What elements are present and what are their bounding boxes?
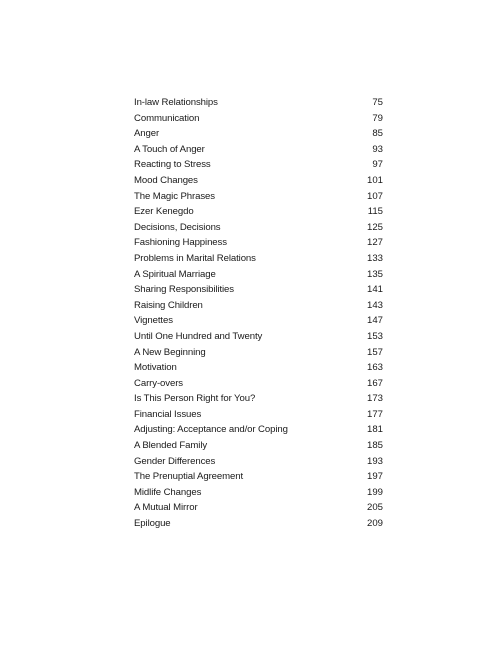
toc-entry <box>134 173 383 189</box>
toc-entry-page-number: 185 <box>366 440 383 452</box>
toc-entry-title: The Prenuptial Agreement <box>134 471 244 483</box>
toc-entry <box>134 111 383 127</box>
toc-entry-title: A New Beginning <box>134 346 206 358</box>
toc-entry-page-number: 125 <box>366 221 383 233</box>
toc-entry-page-number: 143 <box>366 299 383 311</box>
toc-entry <box>134 391 383 407</box>
toc-entry-title: Sharing Responsibilities <box>134 284 234 296</box>
toc-entry <box>134 298 383 314</box>
toc-entry <box>134 407 383 423</box>
toc-entry <box>134 313 383 329</box>
toc-entry <box>134 235 383 251</box>
toc-entry <box>134 282 383 298</box>
toc-entry-title: Mood Changes <box>134 174 198 186</box>
toc-entry-title: Gender Differences <box>134 455 216 467</box>
toc-entry <box>134 204 383 220</box>
toc-entry-page-number: 79 <box>372 112 383 124</box>
toc-entry-title: Reacting to Stress <box>134 159 211 171</box>
toc-entry-page-number: 97 <box>372 159 383 171</box>
toc-entry-title: Motivation <box>134 362 177 374</box>
toc-entry-page-number: 199 <box>366 486 383 498</box>
toc-entry-page-number: 173 <box>366 393 383 405</box>
toc-entry <box>134 329 383 345</box>
toc-entry <box>134 157 383 173</box>
toc-entry-title: Ezer Kenegdo <box>134 206 194 218</box>
toc-entry-title: Epilogue <box>134 518 171 530</box>
toc-entry-page-number: 147 <box>366 315 383 327</box>
toc-entry-title: A Spiritual Marriage <box>134 268 216 280</box>
toc-entry-title: Financial Issues <box>134 408 202 420</box>
toc-entry-page-number: 141 <box>366 284 383 296</box>
toc-entry-page-number: 177 <box>366 408 383 420</box>
toc-entry-title: The Magic Phrases <box>134 190 215 202</box>
toc-entry <box>134 376 383 392</box>
toc-entry <box>134 454 383 470</box>
toc-entry-page-number: 127 <box>366 237 383 249</box>
toc-entry-title: Adjusting: Acceptance and/or Coping <box>134 424 288 436</box>
toc-entry <box>134 95 383 111</box>
toc-entry-page-number: 197 <box>366 471 383 483</box>
toc-entry-title: Anger <box>134 128 160 140</box>
toc-entry-title: In-law Relationships <box>134 97 218 108</box>
toc-entry-page-number: 167 <box>366 377 383 389</box>
toc-entry-page-number: 193 <box>366 455 383 467</box>
toc-entry-page-number: 93 <box>372 143 383 155</box>
toc-entry-page-number: 163 <box>366 362 383 374</box>
toc-entry-title: Raising Children <box>134 299 203 311</box>
toc-entry-title: Communication <box>134 112 200 124</box>
toc-entry-page-number: 135 <box>366 268 383 280</box>
toc-entry <box>134 142 383 158</box>
toc-entry-page-number: 133 <box>366 252 383 264</box>
toc-entry <box>134 469 383 485</box>
toc-entry-title: A Touch of Anger <box>134 143 205 155</box>
toc-entry-page-number: 75 <box>372 97 383 108</box>
toc-entry-page-number: 153 <box>366 330 383 342</box>
toc-entry-title: Problems in Marital Relations <box>134 252 256 264</box>
toc-entry <box>134 267 383 283</box>
toc-entry <box>134 360 383 376</box>
toc-entry <box>134 251 383 267</box>
toc-entry-title: Is This Person Right for You? <box>134 393 256 405</box>
toc-entry-page-number: 85 <box>372 128 383 140</box>
toc-entry <box>134 345 383 361</box>
toc-entry-title: Decisions, Decisions <box>134 221 221 233</box>
toc-entry <box>134 189 383 205</box>
toc-entry-title: A Mutual Mirror <box>134 502 198 514</box>
toc-entry <box>134 422 383 438</box>
toc-entry-title: Until One Hundred and Twenty <box>134 330 263 342</box>
toc-entry <box>134 500 383 516</box>
toc-entry-page-number: 101 <box>366 174 383 186</box>
toc-entry-title: Carry-overs <box>134 377 184 389</box>
toc-entry <box>134 516 383 532</box>
toc-entry-page-number: 157 <box>366 346 383 358</box>
toc-entry <box>134 438 383 454</box>
toc-entry-title: Fashioning Happiness <box>134 237 227 249</box>
toc-entry <box>134 220 383 236</box>
toc-entry-page-number: 107 <box>366 190 383 202</box>
toc-entry-title: Midlife Changes <box>134 486 202 498</box>
toc-entry-page-number: 205 <box>366 502 383 514</box>
toc-entry-title: A Blended Family <box>134 440 208 452</box>
table-of-contents <box>134 95 383 532</box>
toc-entry <box>134 126 383 142</box>
toc-entry-page-number: 115 <box>367 206 383 218</box>
toc-entry-page-number: 181 <box>366 424 383 436</box>
toc-entry-page-number: 209 <box>366 518 383 530</box>
toc-entry <box>134 485 383 501</box>
toc-entry-title: Vignettes <box>134 315 173 327</box>
